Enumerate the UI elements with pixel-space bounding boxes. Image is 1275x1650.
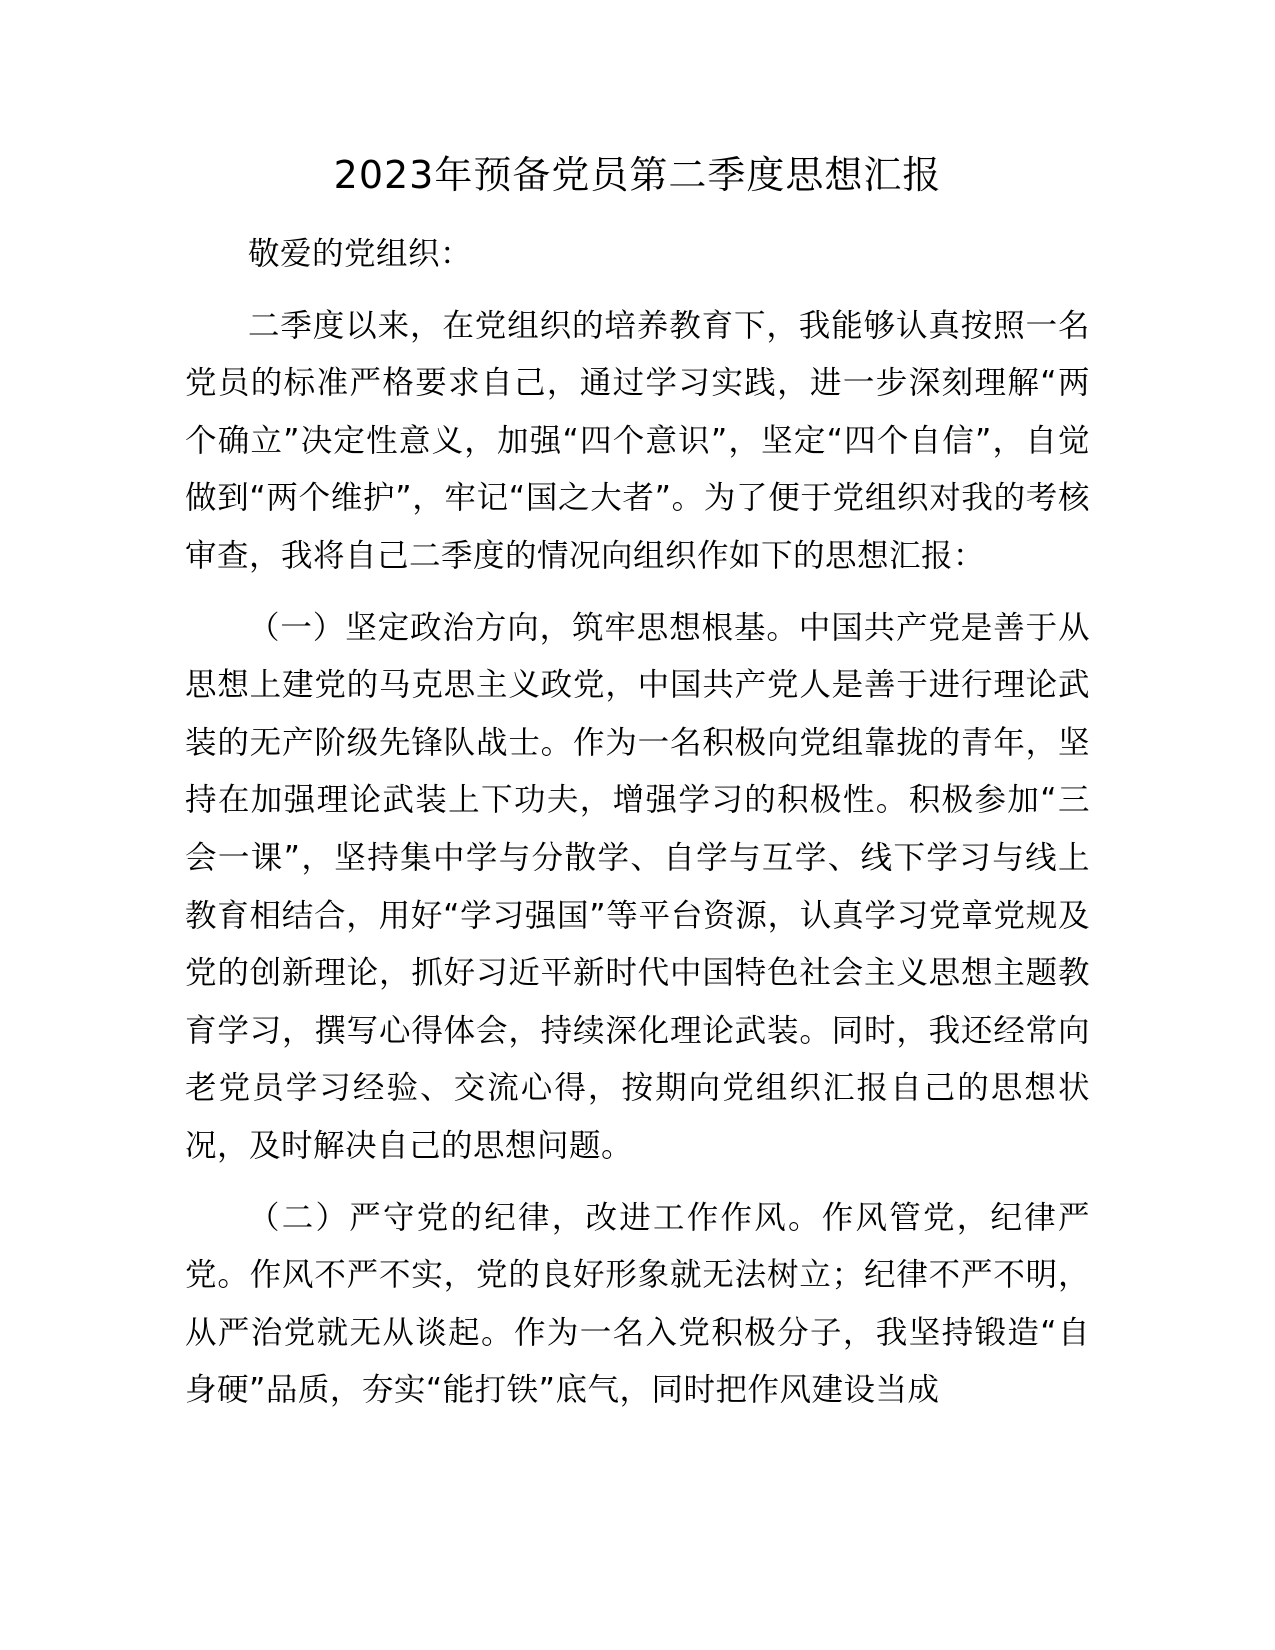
paragraph-intro: 二季度以来，在党组织的培养教育下，我能够认真按照一名党员的标准严格要求自己，通过学习实践，进一步深刻理解“两个确立”决定性意义，加强“四个意识”，坚定“四个自信”，自觉做到“两个维护”，牢记“国之大者”。为了便于党组织对我的考核审查，我将自己二季度的情况向组织作如下的思想汇报：	[185, 307, 1090, 574]
document-body	[185, 226, 1090, 1420]
document-title: 2023年预备党员第二季度思想汇报	[333, 153, 942, 197]
paragraph-section-2: （二）严守党的纪律，改进工作作风。作风管党，纪律严党。作风不严不实，党的良好形象就无法树立；纪律不严不明，从严治党就无从谈起。作为一名入党积极分子，我坚持锻造“自身硬”品质，夯实“能打铁”底气，同时把作风建设当成	[185, 1199, 1090, 1409]
paragraph-section-1: （一）坚定政治方向，筑牢思想根基。中国共产党是善于从思想上建党的马克思主义政党，中国共产党人是善于进行理论武装的无产阶级先锋队战士。作为一名积极向党组靠拢的青年，坚持在加强理论武装上下功夫，增强学习的积极性。积极参加“三会一课”，坚持集中学与分散学、自学与互学、线下学习与线上教育相结合，用好“学习强国”等平台资源，认真学习党章党规及党的创新理论，抓好习近平新时代中国特色社会主义思想主题教育学习，撰写心得体会，持续深化理论武装。同时，我还经常向老党员学习经验、交流心得，按期向党组织汇报自己的思想状况，及时解决自己的思想问题。	[185, 609, 1090, 1164]
salutation: 敬爱的党组织：	[248, 236, 473, 272]
